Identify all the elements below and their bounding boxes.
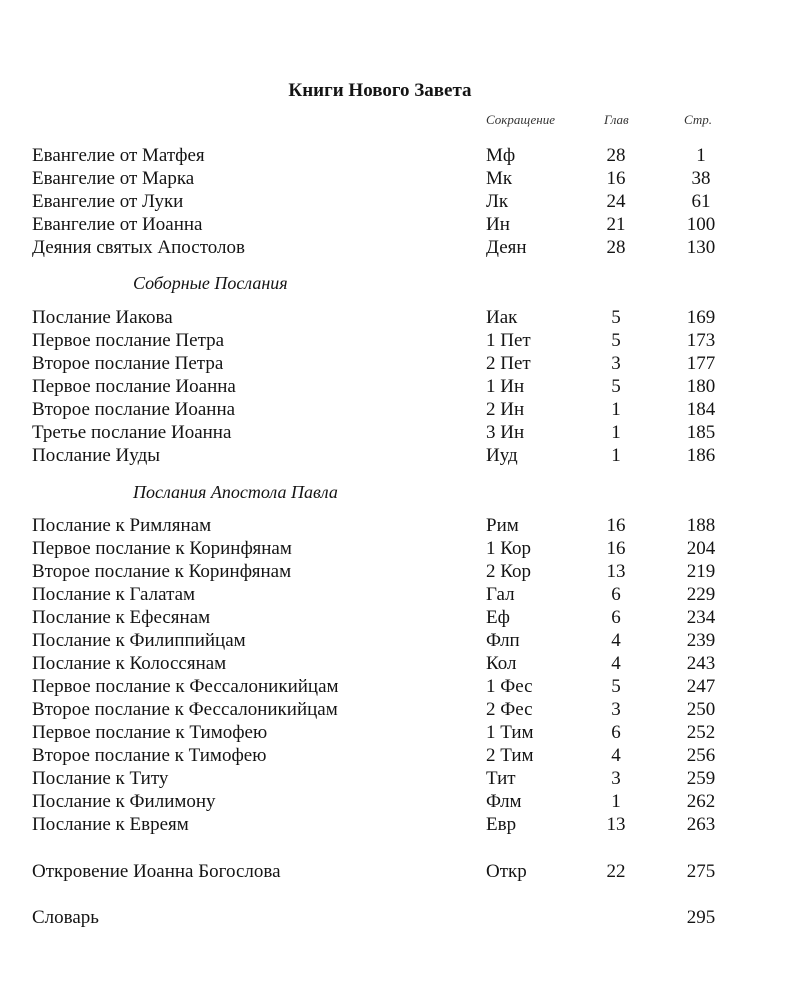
book-abbreviation: 3 Ин <box>486 422 525 443</box>
table-row <box>0 144 790 167</box>
book-title: Первое послание к Фессалоникийцам <box>32 676 339 697</box>
chapter-count: 4 <box>611 653 621 674</box>
book-title: Откровение Иоанна Богослова <box>32 861 281 882</box>
table-row <box>0 698 790 721</box>
chapter-count: 5 <box>611 376 621 397</box>
book-title: Второе послание Петра <box>32 353 224 374</box>
book-abbreviation: Рим <box>486 515 519 536</box>
table-row <box>0 767 790 790</box>
book-title: Первое послание к Коринфянам <box>32 538 292 559</box>
book-title: Второе послание к Тимофею <box>32 745 267 766</box>
book-abbreviation: 2 Тим <box>486 745 534 766</box>
book-abbreviation: 2 Кор <box>486 561 531 582</box>
book-title: Послание к Римлянам <box>32 515 212 536</box>
book-title: Послание к Филиппийцам <box>32 630 246 651</box>
book-title: Первое послание Петра <box>32 330 225 351</box>
header-abbreviation: Сокращение <box>486 112 555 127</box>
book-title: Послание к Титу <box>32 768 169 789</box>
book-title: Второе послание к Коринфянам <box>32 561 292 582</box>
table-row <box>0 329 790 352</box>
book-title: Второе послание Иоанна <box>32 399 236 420</box>
book-title: Послание Иуды <box>32 445 161 466</box>
page-number: 295 <box>686 907 716 928</box>
page-number: 252 <box>686 722 716 743</box>
table-row <box>0 306 790 329</box>
book-title: Третье послание Иоанна <box>32 422 232 443</box>
page-number: 185 <box>686 422 716 443</box>
chapter-count: 16 <box>606 168 626 189</box>
section-heading-catholic: Соборные Послания <box>133 273 288 293</box>
book-title: Евангелие от Луки <box>32 191 184 212</box>
book-abbreviation: 1 Ин <box>486 376 525 397</box>
book-title: Евангелие от Иоанна <box>32 214 203 235</box>
book-abbreviation: Откр <box>486 861 527 882</box>
book-abbreviation: 1 Тим <box>486 722 534 743</box>
table-row <box>0 444 790 467</box>
table-row <box>0 744 790 767</box>
book-title: Послание к Ефесянам <box>32 607 211 628</box>
book-title: Деяния святых Апостолов <box>32 237 245 258</box>
table-row <box>0 606 790 629</box>
chapter-count: 21 <box>606 214 626 235</box>
chapter-count: 3 <box>611 699 621 720</box>
chapter-count: 3 <box>611 768 621 789</box>
chapter-count: 1 <box>611 422 621 443</box>
book-abbreviation: Мк <box>486 168 513 189</box>
book-title: Послание к Колоссянам <box>32 653 227 674</box>
table-row-revelation <box>0 860 790 883</box>
book-abbreviation: Мф <box>486 145 516 166</box>
book-title: Первое послание к Тимофею <box>32 722 268 743</box>
page-number: 130 <box>686 237 716 258</box>
book-abbreviation: Ин <box>486 214 510 235</box>
chapter-count: 1 <box>611 791 621 812</box>
page-number: 243 <box>686 653 716 674</box>
page-number: 234 <box>686 607 716 628</box>
book-abbreviation: 2 Фес <box>486 699 533 720</box>
page-number: 229 <box>686 584 716 605</box>
header-chapters: Глав <box>604 112 629 127</box>
chapter-count: 22 <box>606 861 626 882</box>
page-number: 262 <box>686 791 716 812</box>
table-row <box>0 375 790 398</box>
chapter-count: 5 <box>611 676 621 697</box>
book-abbreviation: Евр <box>486 814 517 835</box>
chapter-count: 13 <box>606 814 626 835</box>
book-abbreviation: Тит <box>486 768 516 789</box>
glossary-label: Словарь <box>32 907 99 928</box>
page-number: 256 <box>686 745 716 766</box>
page-number: 239 <box>686 630 716 651</box>
chapter-count: 1 <box>611 399 621 420</box>
book-abbreviation: 1 Фес <box>486 676 533 697</box>
page-number: 180 <box>686 376 716 397</box>
book-abbreviation: 2 Ин <box>486 399 525 420</box>
chapter-count: 6 <box>611 584 621 605</box>
book-abbreviation: Лк <box>486 191 509 212</box>
chapter-count: 13 <box>606 561 626 582</box>
table-row <box>0 652 790 675</box>
table-row <box>0 813 790 836</box>
chapter-count: 16 <box>606 538 626 559</box>
book-abbreviation: Гал <box>486 584 515 605</box>
book-title: Послание к Евреям <box>32 814 189 835</box>
table-row <box>0 236 790 259</box>
table-row-glossary <box>0 906 790 929</box>
page-number: 173 <box>686 330 716 351</box>
page-number: 250 <box>686 699 716 720</box>
table-row <box>0 190 790 213</box>
book-abbreviation: Деян <box>486 237 527 258</box>
table-row <box>0 675 790 698</box>
chapter-count: 6 <box>611 607 621 628</box>
chapter-count: 28 <box>606 237 626 258</box>
table-row <box>0 537 790 560</box>
page-number: 177 <box>686 353 716 374</box>
page-number: 184 <box>686 399 716 420</box>
table-row <box>0 629 790 652</box>
page-number: 204 <box>686 538 716 559</box>
page-number: 169 <box>686 307 716 328</box>
chapter-count: 6 <box>611 722 621 743</box>
table-row <box>0 721 790 744</box>
page-number: 186 <box>686 445 716 466</box>
book-abbreviation: 1 Кор <box>486 538 531 559</box>
page-number: 38 <box>691 168 711 189</box>
book-abbreviation: Еф <box>486 607 510 628</box>
page-number: 61 <box>691 191 711 212</box>
book-abbreviation: Флп <box>486 630 520 651</box>
page-number: 259 <box>686 768 716 789</box>
book-title: Послание Иакова <box>32 307 173 328</box>
chapter-count: 3 <box>611 353 621 374</box>
chapter-count: 1 <box>611 445 621 466</box>
chapter-count: 5 <box>611 307 621 328</box>
header-page: Стр. <box>684 112 712 127</box>
page-number: 188 <box>686 515 716 536</box>
page-number: 100 <box>686 214 716 235</box>
book-title: Евангелие от Матфея <box>32 145 205 166</box>
book-abbreviation: Иуд <box>486 445 518 466</box>
table-row <box>0 790 790 813</box>
table-row <box>0 213 790 236</box>
page-title: Книги Нового Завета <box>288 80 472 101</box>
page-number: 247 <box>686 676 716 697</box>
book-abbreviation: Флм <box>486 791 522 812</box>
chapter-count: 4 <box>611 745 621 766</box>
book-title: Евангелие от Марка <box>32 168 195 189</box>
page-number: 219 <box>686 561 716 582</box>
table-row <box>0 352 790 375</box>
table-row <box>0 398 790 421</box>
table-row <box>0 583 790 606</box>
table-row <box>0 560 790 583</box>
book-title: Послание к Филимону <box>32 791 216 812</box>
book-abbreviation: Иак <box>486 307 518 328</box>
book-abbreviation: Кол <box>486 653 517 674</box>
chapter-count: 24 <box>606 191 626 212</box>
book-title: Второе послание к Фессалоникийцам <box>32 699 338 720</box>
book-abbreviation: 1 Пет <box>486 330 531 351</box>
chapter-count: 28 <box>606 145 626 166</box>
book-abbreviation: 2 Пет <box>486 353 531 374</box>
chapter-count: 5 <box>611 330 621 351</box>
book-title: Послание к Галатам <box>32 584 196 605</box>
section-heading-pauline: Послания Апостола Павла <box>133 482 338 502</box>
page-number: 263 <box>686 814 716 835</box>
page-number: 1 <box>696 145 706 166</box>
page-number: 275 <box>686 861 716 882</box>
chapter-count: 4 <box>611 630 621 651</box>
chapter-count: 16 <box>606 515 626 536</box>
table-row <box>0 167 790 190</box>
table-row <box>0 514 790 537</box>
book-title: Первое послание Иоанна <box>32 376 236 397</box>
table-row <box>0 421 790 444</box>
